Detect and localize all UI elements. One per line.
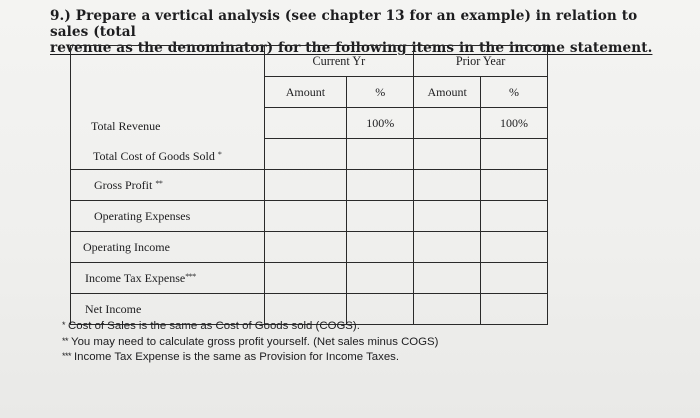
- row-label-total-cogs: [93, 149, 221, 164]
- footnote-marker: **: [62, 335, 69, 346]
- footnote-marker: *: [217, 150, 222, 159]
- current-pct-cell[interactable]: 100%: [347, 108, 414, 139]
- current-pct-cell[interactable]: [347, 139, 414, 170]
- prior-pct-cell[interactable]: [481, 139, 548, 170]
- prior-pct-cell[interactable]: [481, 201, 548, 232]
- table-row: [71, 201, 548, 232]
- row-label-income-tax-expense: [71, 263, 265, 294]
- prior-amount-cell[interactable]: [414, 263, 481, 294]
- prior-pct-cell[interactable]: [481, 232, 548, 263]
- current-amount-cell[interactable]: [264, 263, 347, 294]
- row-label-text: Operating Expenses: [94, 208, 191, 223]
- prior-amount-cell[interactable]: [414, 108, 481, 139]
- footnote-marker: **: [155, 178, 163, 188]
- row-label-text: Total Cost of Goods Sold: [93, 149, 215, 163]
- prior-amount-header: Amount: [414, 77, 481, 108]
- current-amount-cell[interactable]: [264, 170, 347, 201]
- question-line-2: revenue as the denominator) for the following items in the income statement.: [50, 40, 653, 56]
- footnote-text: You may need to calculate gross profit yourself. (Net sales minus COGS): [71, 335, 439, 348]
- current-pct-header: %: [347, 77, 414, 108]
- prior-pct-cell[interactable]: 100%: [481, 108, 548, 139]
- question-line-1: 9.) Prepare a vertical analysis (see chapter 13 for an example) in relation to sales (total: [50, 8, 638, 40]
- table-row: [71, 263, 548, 294]
- prior-pct-cell[interactable]: [481, 170, 548, 201]
- current-pct-cell[interactable]: [347, 232, 414, 263]
- table-row: [71, 170, 548, 201]
- row-label-text: Gross Profit: [94, 177, 153, 192]
- prior-pct-header: %: [481, 77, 548, 108]
- row-label-text: Total Revenue: [91, 119, 161, 133]
- vertical-analysis-table: [70, 45, 548, 325]
- current-amount-cell[interactable]: [264, 108, 347, 139]
- current-amount-cell[interactable]: [264, 139, 347, 170]
- current-amount-cell[interactable]: [264, 232, 347, 263]
- row-label-text: Operating Income: [83, 239, 170, 254]
- row-label-text: Income Tax Expense: [85, 270, 186, 285]
- footnote-3: [62, 349, 438, 365]
- current-amount-cell[interactable]: [264, 201, 347, 232]
- footnote-marker: *: [62, 320, 66, 330]
- prior-amount-cell[interactable]: [414, 201, 481, 232]
- prior-amount-cell[interactable]: [414, 232, 481, 263]
- prior-pct-cell[interactable]: [481, 263, 548, 294]
- prior-pct-cell[interactable]: [481, 294, 548, 325]
- prior-amount-cell[interactable]: [414, 170, 481, 201]
- table-row: [71, 232, 548, 263]
- footnote-marker: ***: [185, 271, 196, 281]
- prior-year-header: Prior Year: [414, 46, 548, 77]
- row-label-total-revenue: [91, 119, 160, 134]
- current-pct-cell[interactable]: [347, 170, 414, 201]
- footnote-marker: ***: [62, 351, 72, 361]
- footnote-1: [62, 318, 438, 334]
- year-header-row: [71, 46, 548, 77]
- footnotes: [62, 318, 438, 365]
- row-label-operating-income: [71, 232, 265, 263]
- prior-amount-cell[interactable]: [414, 139, 481, 170]
- footnote-text: Cost of Sales is the same as Cost of Goods sold (COGS).: [68, 320, 360, 332]
- current-year-header: Current Yr: [264, 46, 414, 77]
- row-label-operating-expenses: [71, 201, 265, 232]
- current-pct-cell[interactable]: [347, 263, 414, 294]
- row-label-text: Net Income: [85, 301, 142, 316]
- current-amount-header: Amount: [264, 77, 347, 108]
- row-label-gross-profit: [71, 170, 265, 201]
- footnote-2: [62, 334, 438, 350]
- current-pct-cell[interactable]: [347, 201, 414, 232]
- footnote-text: Income Tax Expense is the same as Provision for Income Taxes.: [74, 351, 400, 363]
